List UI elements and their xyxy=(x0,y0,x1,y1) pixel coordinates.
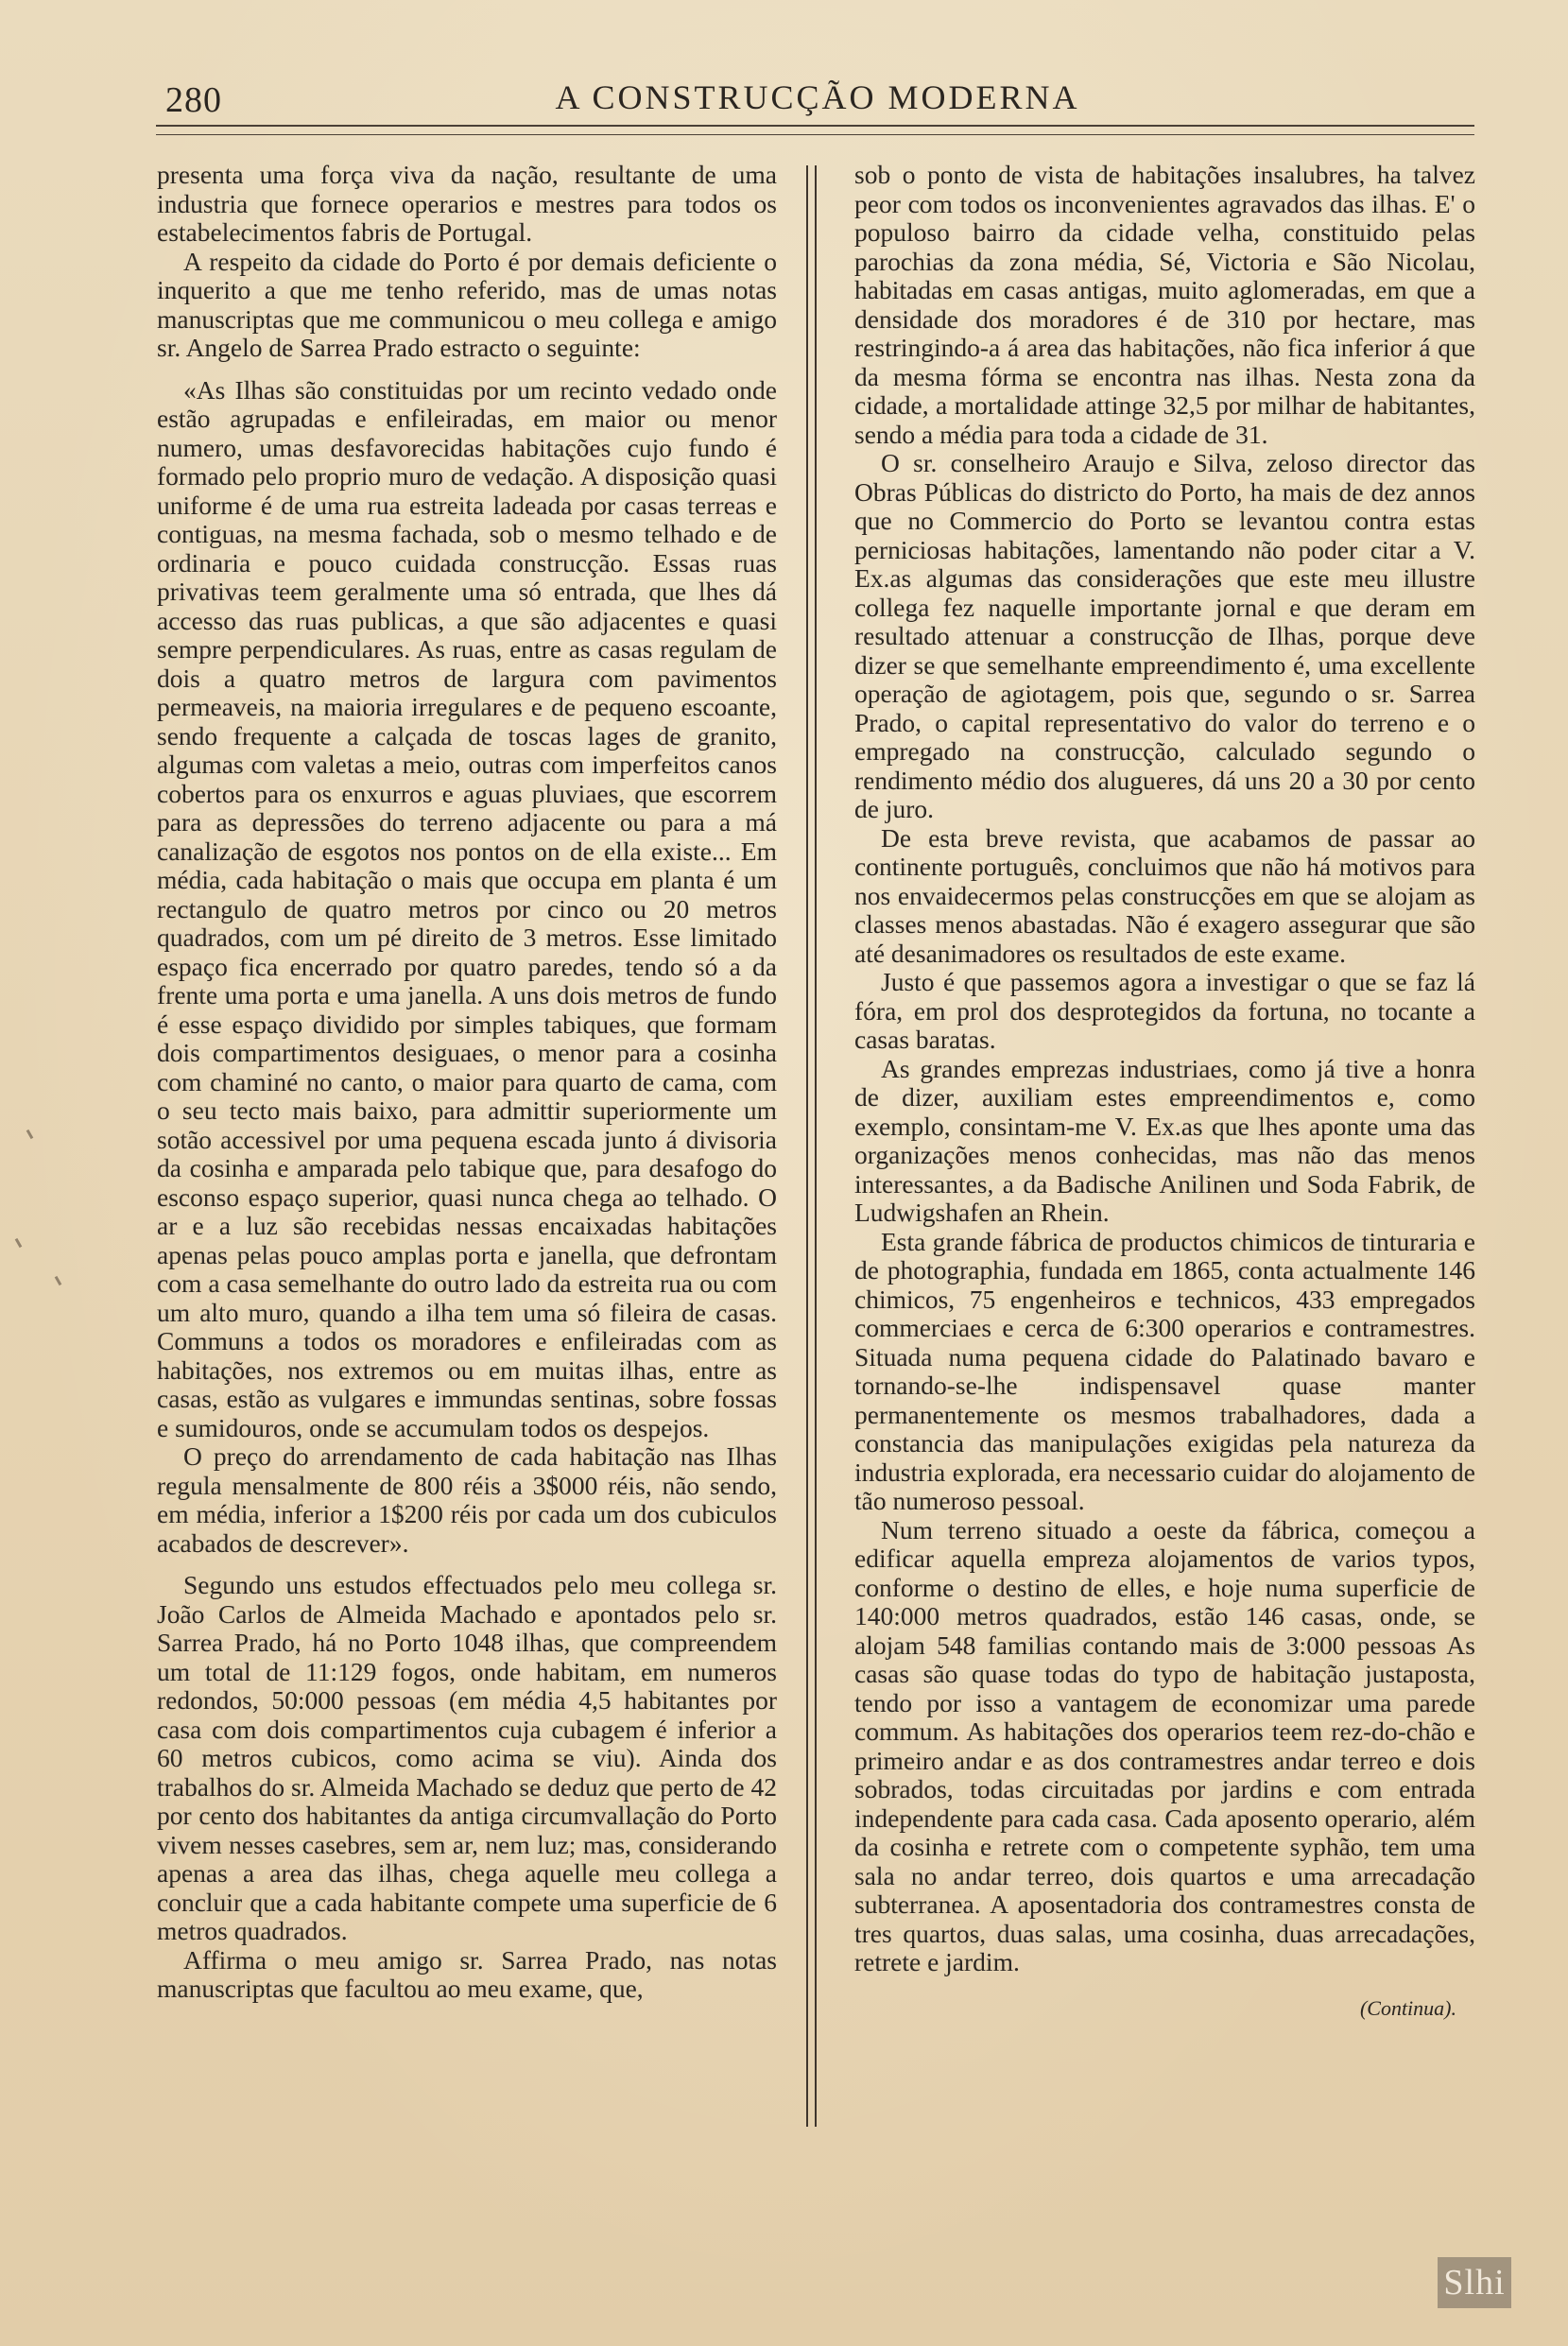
paragraph: Esta grande fábrica de productos chimicos de tinturaria e de photographia, fundada em 1865, conta actualmente 146 chimicos, 75 engenheiros e technicos, 433 empregados commerciaes e cerca de 6:300 operarios e contramestres. Situada numa pequena cidade do Palatinado bavaro e tornando-se-lhe indispensavel quase manter permanentemente os mesmos trabalhadores, dada a constancia das manipulações exigidas pela natureza da industria explorada, era necessario cuidar do alojamento de tão numeroso pessoal. xyxy=(854,1226,1475,1515)
paragraph: As grandes emprezas industriaes, como já tive a honra de dizer, auxiliam estes empreendimentos e, como exemplo, consintam-me V. Ex.as que lhes aponte uma das organizações menos conhecidas, mas não das menos interessantes, a da Badische Anilinen und Soda Fabrik, de Ludwigshafen an Rhein. xyxy=(854,1053,1475,1227)
continua-note: (Continua). xyxy=(1359,1995,1456,2020)
paragraph: O preço do arrendamento de cada habitação nas Ilhas regula mensalmente de 800 réis a 3$000 réis, não sendo, em média, inferior a 1$200 réis por cada um dos cubiculos acabados de descrever». xyxy=(157,1441,777,1558)
journal-title: A CONSTRUCÇÃO MODERNA xyxy=(555,78,1080,116)
quote-paragraph: «As Ilhas são constituidas por um recinto vedado onde estão agrupadas e enfileiradas, em maior ou menor numero, umas desfavorecidas habitações cujo fundo é formado pelo proprio muro de vedação. A disposição quasi uniforme é de uma rua estreita ladeada por casas terreas e contiguas, na mesma fachada, sob o mesmo telhado e de ordinaria e pouco cuidada construcção. Essas ruas privativas teem geralmente uma só entrada, que lhes dá accesso das ruas publicas, a que são adjacentes e quasi sempre perpendiculares. As ruas, entre as casas regulam de dois a quatro metros de largura com pavimentos permeaveis, na maioria irregulares e de pequeno escoante, sendo frequente a calçada de toscas lages de granito, algumas com valetas a meio, outras com imperfeitos canos cobertos para os enxurros e aguas pluviaes, que escorrem para as depressões do terreno adjacente ou para a má canalização de esgotos nos pontos on de ella existe... Em média, cada habitação o mais que occupa em planta é um rectangulo de quatro metros por cinco ou 20 metros quadrados, com um pé direito de 3 metros. Esse limitado espaço fica encerrado por quatro paredes, tendo só a da frente uma porta e uma janella. A uns dois metros de fundo é esse espaço dividido por simples tabiques, que formam dois compartimentos desiguaes, o menor para a cosinha com chaminé no canto, o maior para quarto de cama, com o seu tecto mais baixo, para admittir superiormente um sotão accessivel por uma pequena escada junto á divisoria da cosinha e amparada pelo tabique que, para desafogo do esconso espaço superior, quasi nunca chega ao telhado. O ar e a luz são recebidas nessas encaixadas habitações apenas pelas pouco amplas porta e janella, que defrontam com a casa semelhante do outro lado da estreita rua ou com um alto muro, quando a ilha tem uma só fileira de casas. Communs a todos os moradores e enfileiradas com as habitações, nos extremos ou em muitas ilhas, entre as casas, estão as vulgares e immundas sentinas, sobre fossas e sumidouros, onde se accumulam todos os despejos. xyxy=(157,374,777,1442)
paragraph: Segundo uns estudos effectuados pelo meu collega sr. João Carlos de Almeida Machado e apontados pelo sr. Sarrea Prado, há no Porto 1048 ilhas, que compreendem um total de 11:129 fogos, onde habitam, em numeros redondos, 50:000 pessoas (em média 4,5 habitantes por casa com dois compartimentos cuja cubagem é inferior a 60 metros cubicos, como acima se viu). Ainda dos trabalhos do sr. Almeida Machado se deduz que perto de 42 por cento dos habitantes da antiga circumvallação do Porto vivem nesses casebres, sem ar, nem luz; mas, considerando apenas a area das ilhas, chega aquelle meu collega a concluir que a cada habitante compete uma superficie de 6 metros quadrados. xyxy=(157,1570,777,1945)
right-column xyxy=(854,161,1475,2023)
ink-mark xyxy=(55,1276,62,1285)
paragraph: presenta uma força viva da nação, resultante de uma industria que fornece operarios e mestres para todos os estabelecimentos fabris de Portugal. xyxy=(157,160,777,247)
page-header xyxy=(156,74,1479,123)
paragraph: Num terreno situado a oeste da fábrica, começou a edificar aquella empreza alojamentos de varios typos, conforme o destino de elles, e hoje numa superficie de 140:000 metros quadrados, estão 146 casas, onde, se alojam 548 familias contando mais de 3:000 pessoas As casas são quase todas do typo de habitação justaposta, tendo por isso a vantagem de economizar uma parede commum. As habitações dos operarios teem rez-do-chão e primeiro andar e as dos contramestres andar terreo e dois sobrados, todas circuitadas por jardins e com entrada independente para cada casa. Cada aposento operario, além da cosinha e retrete com o competente syphão, tem uma sala no andar terreo, dois quartos e uma arrecadação subterranea. A aposentadoria dos contramestres consta de tres quartos, duas salas, uma cosinha, duas arrecadações, retrete e jardim. xyxy=(854,1514,1475,1976)
column-divider xyxy=(806,165,808,2127)
page-number: 280 xyxy=(165,80,222,120)
paragraph: Affirma o meu amigo sr. Sarrea Prado, nas notas manuscriptas que facultou ao meu exame, que, xyxy=(157,1944,777,2003)
left-column xyxy=(157,161,777,2004)
header-rule xyxy=(156,125,1474,127)
paragraph: O sr. conselheiro Araujo e Silva, zeloso director das Obras Públicas do districto do Porto, ha mais de dez annos que no Commercio do Porto se levantou contra estas perniciosas habitações, lamentando não poder citar a V. Ex.as algumas das considerações que este meu illustre collega fez naquelle importante jornal e que deram em resultado attenuar a construcção de Ilhas, porque deve dizer se que semelhante empreendimento é, uma excellente operação de agiotagem, pois que, segundo o sr. Sarrea Prado, o capital representativo do valor do terreno e o empregado na construcção, calculado segundo o rendimento médio dos alugueres, dá uns 20 a 30 por cento de juro. xyxy=(854,448,1475,823)
ink-mark xyxy=(15,1238,23,1248)
watermark-logo: Slhi xyxy=(1438,2257,1511,2308)
paragraph: De esta breve revista, que acabamos de passar ao continente português, concluimos que não há motivos para nos envaidecermos pelas construcções em que se alojam as classes menos abastadas. Não é exagero assegurar que são até desanimadores os resultados de este exame. xyxy=(854,822,1475,968)
paragraph: sob o ponto de vista de habitações insalubres, ha talvez peor com todos os inconvenientes agravados das ilhas. E' o populoso bairro da cidade velha, constituido pelas parochias da zona média, Sé, Victoria e São Nicolau, habitadas em casas antigas, muito aglomeradas, em que a densidade dos moradores é de 310 por hectare, mas restringindo-a á area das habitações, não fica inferior á que da mesma fórma se encontra nas ilhas. Nesta zona da cidade, a mortalidade attinge 32,5 por milhar de habitantes, sendo a média para toda a cidade de 31. xyxy=(854,160,1475,449)
paragraph: A respeito da cidade do Porto é por demais deficiente o inquerito a que me tenho referido, mas de umas notas manuscriptas que me communicou o meu collega e amigo sr. Angelo de Sarrea Prado estracto o seguinte: xyxy=(157,246,777,362)
column-divider xyxy=(815,165,817,2127)
paragraph: Justo é que passemos agora a investigar o que se faz lá fóra, em prol dos desprotegidos da fortuna, no tocante a casas baratas. xyxy=(854,967,1475,1054)
header-rule-thin xyxy=(156,134,1474,135)
ink-mark xyxy=(26,1130,34,1139)
